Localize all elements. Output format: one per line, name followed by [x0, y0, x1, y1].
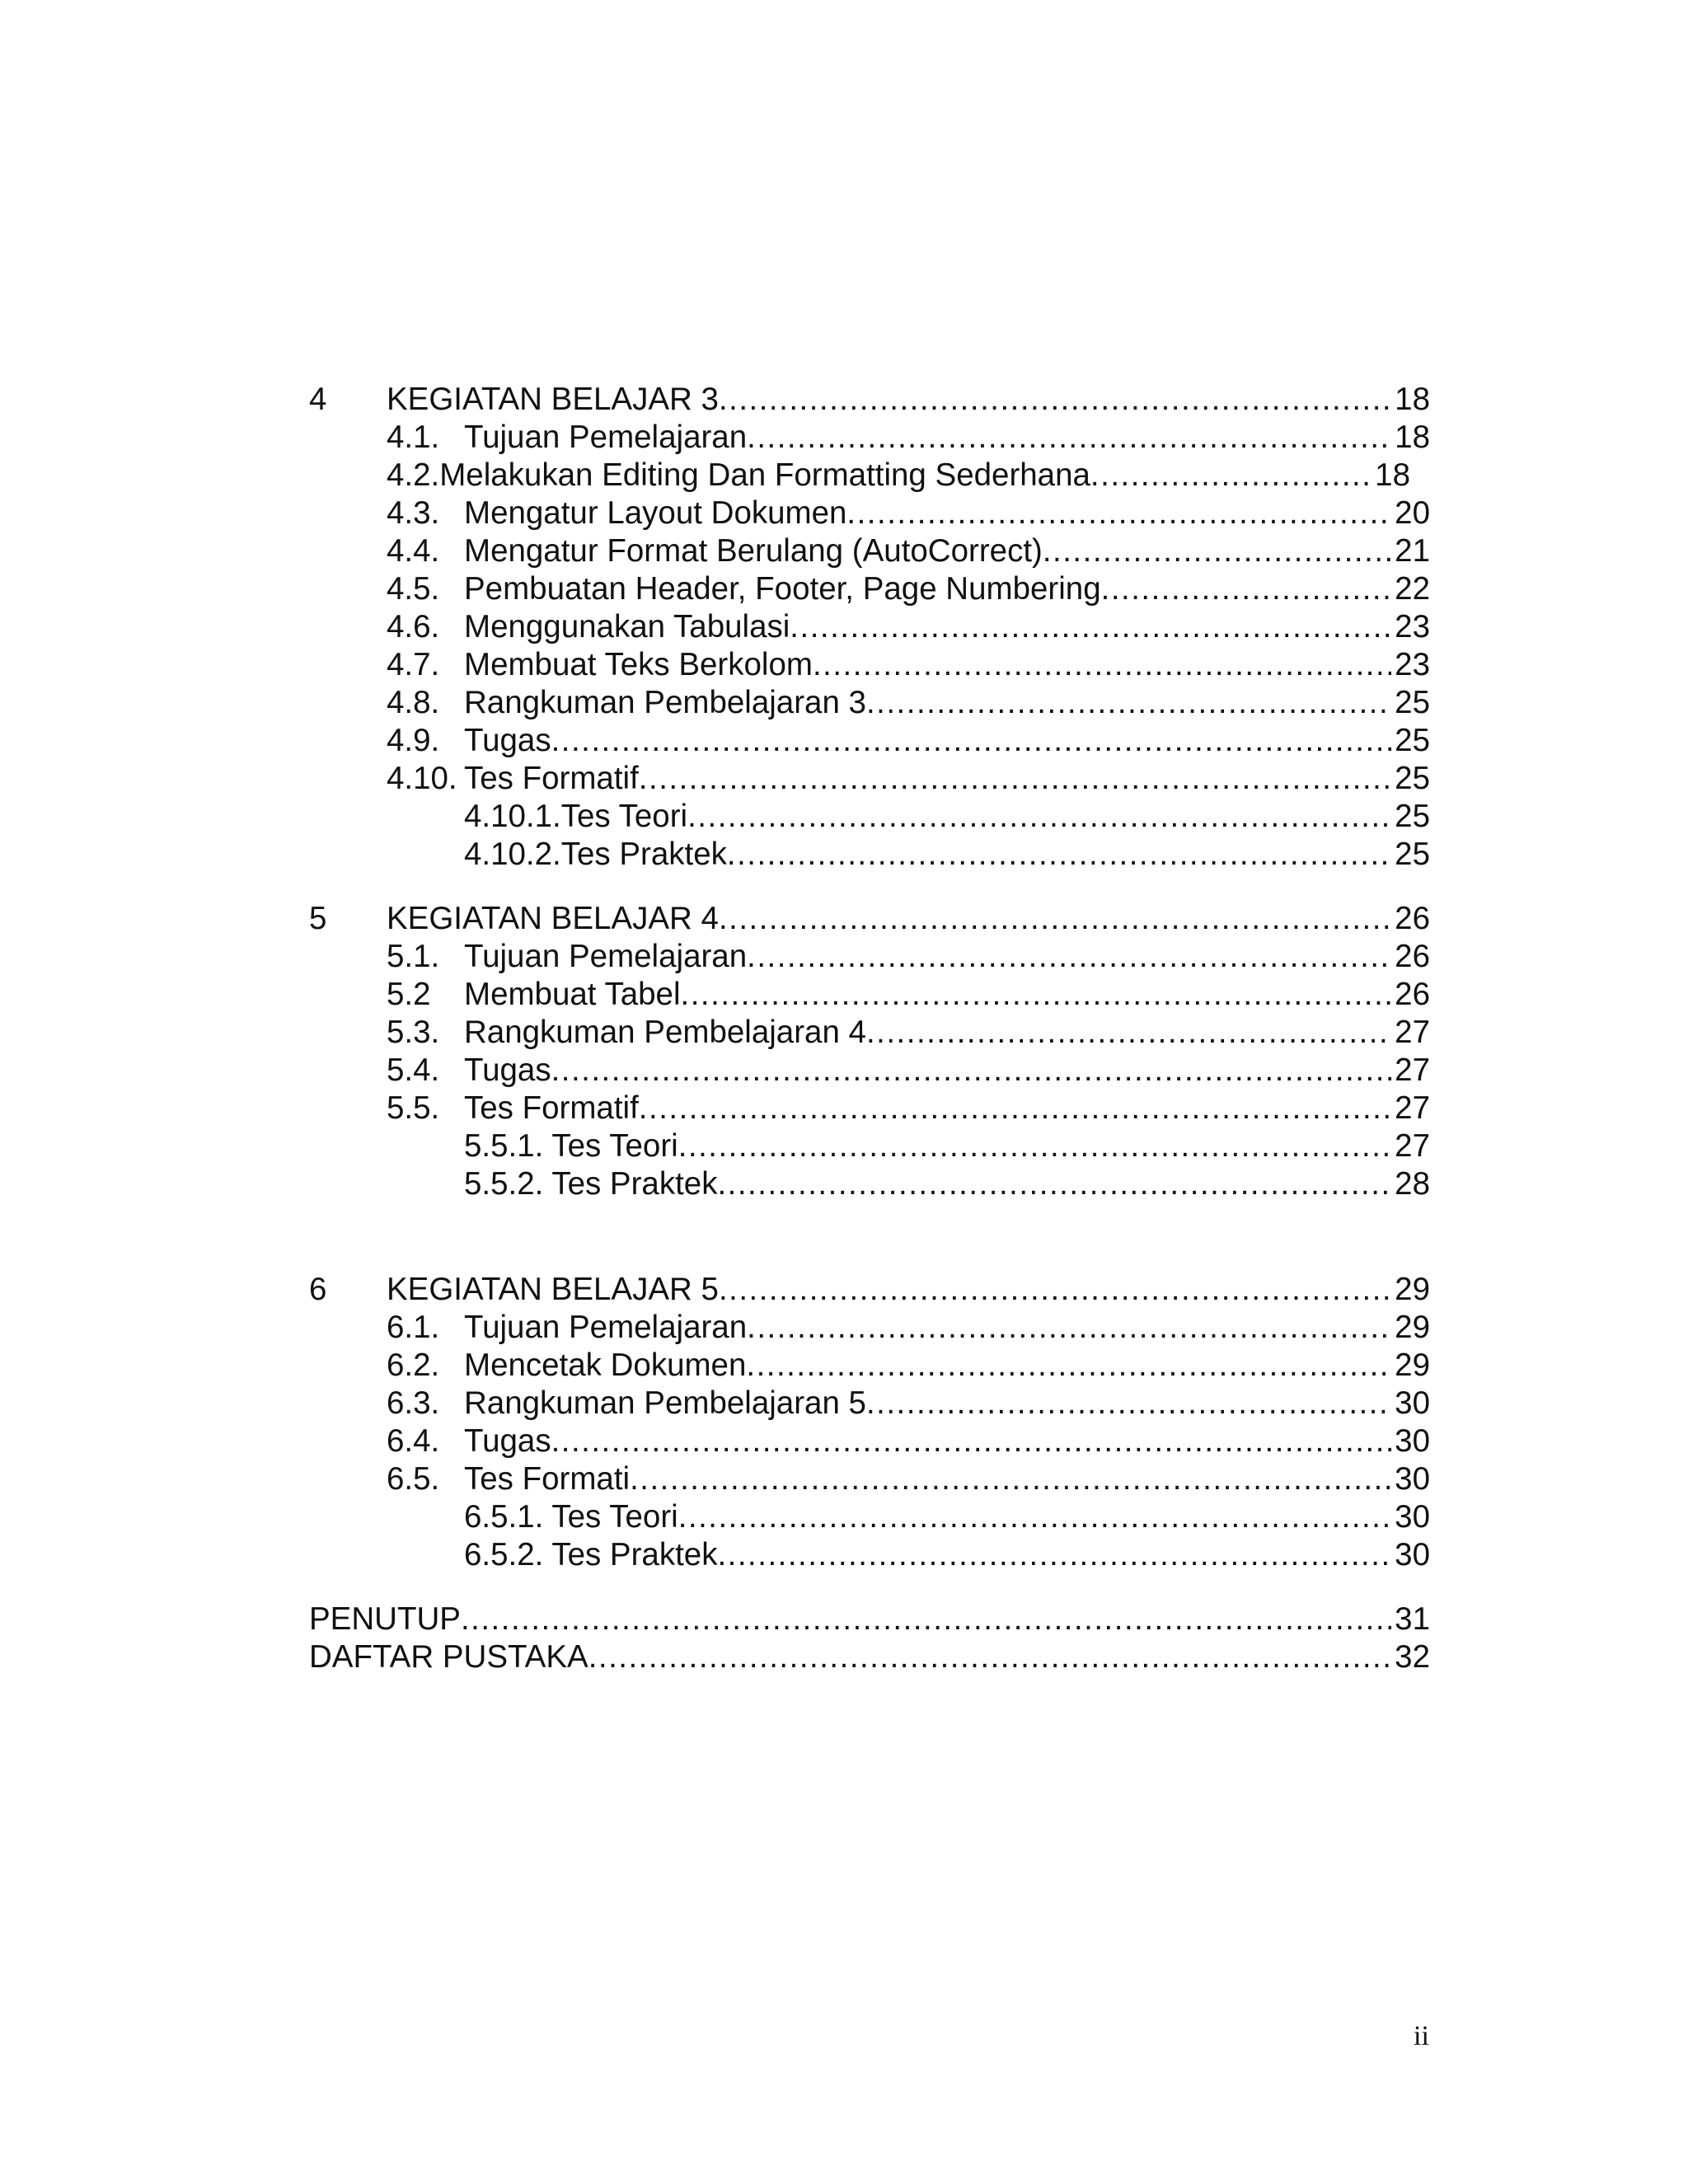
- toc-daftar-pustaka[interactable]: [309, 1638, 1430, 1676]
- item-number: 4.6.: [387, 609, 440, 644]
- dot-leader: [588, 1638, 1391, 1676]
- toc-item-5-5[interactable]: [309, 1090, 1430, 1127]
- dot-leader: [551, 722, 1392, 760]
- item-title: Tes Formati: [464, 1461, 631, 1497]
- page-ref: 29: [1395, 1347, 1430, 1383]
- item-number: 6.4.: [387, 1423, 440, 1459]
- page-ref: 18: [1395, 382, 1430, 417]
- page-ref: 30: [1395, 1461, 1430, 1497]
- item-number: 6.5.: [387, 1461, 440, 1497]
- page-ref: 25: [1395, 799, 1430, 834]
- page-ref: 30: [1395, 1423, 1430, 1459]
- page-ref: 29: [1395, 1272, 1430, 1307]
- subitem-title: 6.5.2. Tes Praktek: [464, 1537, 718, 1572]
- dot-leader: [790, 608, 1391, 646]
- dot-leader: [846, 494, 1391, 532]
- item-number: 6.1.: [387, 1310, 440, 1345]
- dot-leader: [719, 900, 1391, 938]
- chapter-number: 5: [309, 901, 327, 936]
- toc-item-4-6[interactable]: [309, 608, 1430, 646]
- item-title: Tujuan Pemelajaran: [464, 419, 748, 455]
- page-ref: 27: [1395, 1015, 1430, 1050]
- page-ref: 27: [1395, 1128, 1430, 1164]
- toc-item-4-1[interactable]: [309, 419, 1430, 457]
- section-spacer: [309, 874, 1430, 900]
- toc-subitem-6-5-1[interactable]: [309, 1498, 1430, 1536]
- page-ref: 18: [1395, 419, 1430, 455]
- table-of-contents: [309, 381, 1430, 1676]
- page-ref: 22: [1395, 571, 1430, 607]
- dot-leader: [1101, 570, 1392, 608]
- dot-leader: [1090, 457, 1372, 494]
- dot-leader: [727, 836, 1391, 874]
- item-number: 4.7.: [387, 647, 440, 682]
- toc-item-6-1[interactable]: [309, 1309, 1430, 1347]
- dot-leader: [639, 760, 1391, 798]
- toc-subitem-5-5-1[interactable]: [309, 1127, 1430, 1165]
- dot-leader: [630, 1460, 1391, 1498]
- item-number: 5.2: [387, 977, 431, 1012]
- page-ref: 21: [1395, 533, 1430, 569]
- dot-leader: [551, 1052, 1392, 1090]
- dot-leader: [747, 419, 1391, 457]
- item-title: Rangkuman Pembelajaran 3: [464, 685, 866, 720]
- dot-leader: [1043, 532, 1391, 570]
- dot-leader: [551, 1422, 1392, 1460]
- item-number: 6.2.: [387, 1347, 440, 1383]
- item-number: 4.9.: [387, 723, 440, 758]
- page-number: ii: [1414, 2021, 1429, 2051]
- chapter-number: 4: [309, 382, 327, 417]
- item-title: Tugas: [464, 723, 551, 758]
- item-number: 5.5.: [387, 1090, 440, 1126]
- item-title: Mencetak Dokumen: [464, 1347, 747, 1383]
- toc-item-5-4[interactable]: [309, 1052, 1430, 1090]
- toc-item-5-2[interactable]: [309, 976, 1430, 1014]
- item-title: Tugas: [464, 1423, 551, 1459]
- subitem-title: 4.10.2.Tes Praktek: [464, 837, 727, 872]
- item-title: Mengatur Layout Dokumen: [464, 495, 847, 531]
- toc-item-4-10[interactable]: [309, 760, 1430, 798]
- item-title: Tes Formatif: [464, 1090, 639, 1126]
- toc-item-4-5[interactable]: [309, 570, 1430, 608]
- page-ref: 25: [1395, 761, 1430, 796]
- chapter-title: KEGIATAN BELAJAR 3: [387, 382, 719, 417]
- toc-item-4-7[interactable]: [309, 646, 1430, 684]
- subitem-title: 4.10.1.Tes Teori: [464, 799, 688, 834]
- item-number: 4.10.: [387, 761, 457, 796]
- item-number: 5.4.: [387, 1052, 440, 1088]
- subitem-title: 6.5.1. Tes Teori: [464, 1499, 678, 1535]
- item-number: 6.3.: [387, 1385, 440, 1421]
- dot-leader: [461, 1601, 1391, 1638]
- toc-subitem-4-10-2[interactable]: [309, 836, 1430, 874]
- item-title: Tugas: [464, 1052, 551, 1088]
- item-title: Membuat Tabel: [464, 977, 681, 1012]
- page-ref: 26: [1395, 977, 1430, 1012]
- item-number: 4.3.: [387, 495, 440, 531]
- item-title: Membuat Teks Berkolom: [464, 647, 813, 682]
- toc-item-4-8[interactable]: [309, 684, 1430, 722]
- page-ref: 25: [1395, 685, 1430, 720]
- page-ref: 31: [1395, 1601, 1430, 1637]
- page-ref: 28: [1395, 1166, 1430, 1202]
- item-title: Pembuatan Header, Footer, Page Numbering: [464, 571, 1101, 607]
- dot-leader: [687, 798, 1391, 836]
- toc-item-6-3[interactable]: [309, 1385, 1430, 1422]
- dot-leader: [866, 684, 1391, 722]
- item-number: 4.5.: [387, 571, 440, 607]
- dot-leader: [719, 1271, 1391, 1309]
- item-number: 4.4.: [387, 533, 440, 569]
- dot-leader: [866, 1385, 1391, 1422]
- item-title: Tujuan Pemelajaran: [464, 939, 748, 974]
- dot-leader: [866, 1014, 1391, 1052]
- toc-item-4-3[interactable]: [309, 494, 1430, 532]
- toc-subitem-5-5-2[interactable]: [309, 1165, 1430, 1203]
- item-number: 4.8.: [387, 685, 440, 720]
- item-title: 4.2.Melakukan Editing Dan Formatting Sederhana: [387, 457, 1090, 493]
- dot-leader: [747, 938, 1391, 976]
- page-ref: 29: [1395, 1310, 1430, 1345]
- page-ref: 20: [1395, 495, 1430, 531]
- page-ref: 27: [1395, 1052, 1430, 1088]
- item-title: Tujuan Pemelajaran: [464, 1310, 748, 1345]
- closing-title: DAFTAR PUSTAKA: [309, 1639, 588, 1675]
- toc-item-4-9[interactable]: [309, 722, 1430, 760]
- page-ref: 30: [1395, 1499, 1430, 1535]
- toc-item-6-4[interactable]: [309, 1422, 1430, 1460]
- item-title: Rangkuman Pembelajaran 4: [464, 1015, 866, 1050]
- item-title: Mengatur Format Berulang (AutoCorrect): [464, 533, 1043, 569]
- section-spacer: [309, 1574, 1430, 1601]
- dot-leader: [678, 1127, 1391, 1165]
- item-number: 5.1.: [387, 939, 440, 974]
- item-title: Rangkuman Pembelajaran 5: [464, 1385, 866, 1421]
- item-title: Menggunakan Tabulasi: [464, 609, 790, 644]
- dot-leader: [747, 1309, 1391, 1347]
- item-number: 4.1.: [387, 419, 440, 455]
- section-spacer: [309, 1203, 1430, 1271]
- dot-leader: [681, 976, 1392, 1014]
- item-number: 5.3.: [387, 1015, 440, 1050]
- chapter-title: KEGIATAN BELAJAR 5: [387, 1272, 719, 1307]
- toc-chapter-4[interactable]: [309, 381, 1430, 419]
- toc-item-6-2[interactable]: [309, 1347, 1430, 1385]
- dot-leader: [719, 381, 1391, 419]
- dot-leader: [678, 1498, 1391, 1536]
- page-ref: 23: [1395, 609, 1430, 644]
- dot-leader: [813, 646, 1391, 684]
- page-ref: 26: [1395, 901, 1430, 936]
- page-ref: 25: [1395, 837, 1430, 872]
- page-ref: 32: [1395, 1639, 1430, 1675]
- page-ref: 23: [1395, 647, 1430, 682]
- subitem-title: 5.5.2. Tes Praktek: [464, 1166, 718, 1202]
- toc-chapter-6[interactable]: [309, 1271, 1430, 1309]
- toc-item-4-2[interactable]: [309, 457, 1430, 494]
- dot-leader: [639, 1090, 1391, 1127]
- subitem-title: 5.5.1. Tes Teori: [464, 1128, 678, 1164]
- page-ref: 27: [1395, 1090, 1430, 1126]
- dot-leader: [717, 1536, 1391, 1574]
- closing-title: PENUTUP: [309, 1601, 461, 1637]
- toc-item-5-1[interactable]: [309, 938, 1430, 976]
- page-ref: 18: [1375, 457, 1410, 493]
- page-ref: 30: [1395, 1385, 1430, 1421]
- page-ref: 30: [1395, 1537, 1430, 1572]
- toc-chapter-5[interactable]: [309, 900, 1430, 938]
- toc-item-5-3[interactable]: [309, 1014, 1430, 1052]
- item-title: Tes Formatif: [464, 761, 639, 796]
- page-ref: 25: [1395, 723, 1430, 758]
- dot-leader: [746, 1347, 1391, 1385]
- chapter-number: 6: [309, 1272, 327, 1307]
- toc-subitem-4-10-1[interactable]: [309, 798, 1430, 836]
- toc-subitem-6-5-2[interactable]: [309, 1536, 1430, 1574]
- dot-leader: [717, 1165, 1391, 1203]
- toc-item-4-4[interactable]: [309, 532, 1430, 570]
- toc-item-6-5[interactable]: [309, 1460, 1430, 1498]
- page-ref: 26: [1395, 939, 1430, 974]
- toc-penutup[interactable]: [309, 1601, 1430, 1638]
- chapter-title: KEGIATAN BELAJAR 4: [387, 901, 719, 936]
